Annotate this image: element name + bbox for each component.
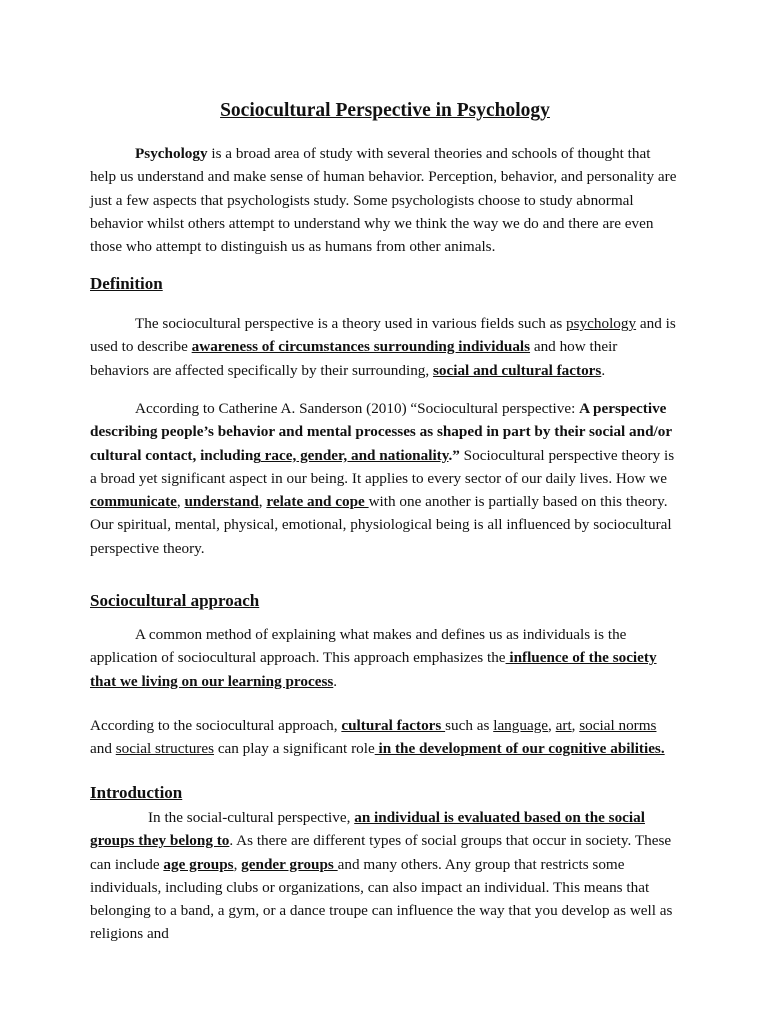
emphasis-gender-groups: gender groups — [241, 855, 338, 873]
quote-bold: A perspective describing people’s behavior and mental processes as shaped in part by their social and/or cultural contact, including — [90, 400, 672, 464]
emphasis-cultural-factors: cultural factors — [341, 717, 446, 734]
text-run: can play a significant role — [214, 740, 375, 758]
text-run: with one another is partially based on this theory. Our spiritual, mental, physical, emotional, physiological being is all influenced by sociocultural perspective theory. — [90, 493, 672, 557]
psychology-link: psychology — [566, 315, 637, 332]
heading-definition: Definition — [90, 274, 163, 293]
approach-paragraph-2 — [90, 714, 680, 761]
text-run: . — [601, 361, 606, 379]
text-run: , — [176, 493, 185, 511]
emphasis-understand: understand — [184, 493, 259, 511]
language-link: language — [493, 717, 549, 734]
emphasis-influence-of-society: influence of the society that we living on our learning process — [90, 649, 657, 690]
quote-end: .” — [448, 446, 460, 464]
text-run: and how their behaviors are affected specifically by their surrounding, — [90, 338, 618, 379]
text-run: Sociocultural perspective theory is a broad yet significant aspect in our being. It applies to every sector of our daily lives. How we — [90, 446, 675, 487]
social-norms-link: social norms — [579, 717, 657, 734]
emphasis-relate-cope: relate and cope — [266, 493, 369, 511]
text-run: , — [233, 855, 242, 873]
text-run: . — [333, 672, 338, 690]
text-run: A common method of explaining what makes and defines us as individuals is the application of sociocultural approach. This approach emphasizes the — [90, 626, 627, 667]
text-run: , — [258, 493, 267, 511]
text-run: . As there are different types of social groups that occur in society. These can include — [90, 832, 672, 873]
intro-text: is a broad area of study with several theories and schools of thought that help us understand and make sense of human behavior. Perception, behavior, and personality are just a few aspects that psychologists study. Some psychologists choose to study abnormal behavior whilst others attempt to understand why we think the way we do and there are even those who attempt to distinguish us as humans from other animals. — [90, 145, 677, 256]
text-run: and many others. Any group that restricts some individuals, including clubs or organizations, can also impact an individual. This means that belonging to a band, a gym, or a dance troupe can influence the way that you develop as well as religions and — [90, 855, 673, 943]
emphasis-cognitive-abilities: in the development of our cognitive abilities. — [374, 740, 665, 758]
emphasis-communicate: communicate — [90, 493, 177, 511]
emphasis-race-gender-nationality: race, gender, and nationality — [260, 446, 449, 464]
text-run: According to Catherine A. Sanderson (2010) “Sociocultural perspective: — [135, 400, 580, 417]
intro-paragraph — [90, 142, 680, 258]
definition-paragraph-1 — [90, 312, 680, 382]
definition-paragraph-2 — [90, 397, 680, 560]
emphasis-social-groups: an individual is evaluated based on the social groups they belong to — [90, 809, 645, 850]
approach-paragraph-1 — [90, 623, 680, 693]
page-title: Sociocultural Perspective in Psychology — [220, 100, 550, 121]
introduction-paragraph-1 — [90, 806, 680, 946]
text-run: In the social-cultural perspective, — [148, 809, 355, 826]
text-run: , — [571, 717, 580, 734]
emphasis-age-groups: age groups — [163, 855, 234, 873]
text-run: and — [90, 740, 116, 758]
heading-introduction: Introduction — [90, 783, 183, 802]
text-run: , — [548, 717, 556, 734]
text-run: such as — [445, 717, 494, 734]
heading-sociocultural-approach: Sociocultural approach — [90, 591, 260, 610]
intro-bold-lead: Psychology — [135, 145, 208, 162]
social-structures-link: social structures — [115, 740, 215, 758]
emphasis-awareness: awareness of circumstances surrounding individuals — [191, 338, 531, 356]
text-run: According to the sociocultural approach, — [90, 717, 342, 734]
art-link: art — [555, 717, 572, 734]
text-run: and is used to describe — [90, 315, 676, 356]
emphasis-social-cultural-factors: social and cultural factors — [433, 361, 602, 379]
text-run: The sociocultural perspective is a theory used in various fields such as — [135, 315, 567, 332]
